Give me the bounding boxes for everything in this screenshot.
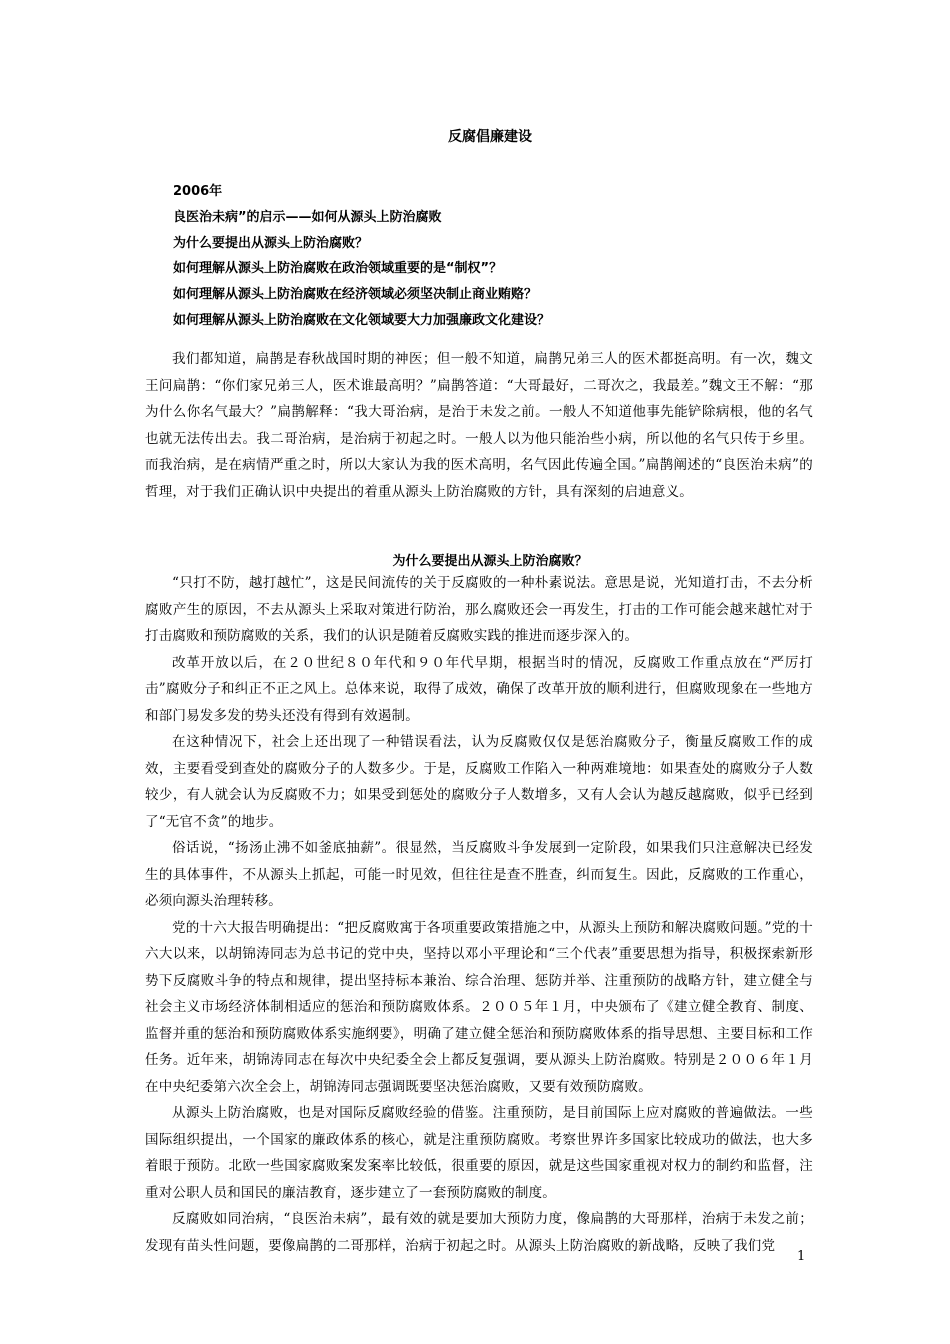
toc-item: 如何理解从源头上防治腐败在经济领域必须坚决制止商业贿赂？ [173, 287, 538, 303]
intro-paragraph: 我们都知道，扁鹊是春秋战国时期的神医；但一般不知道，扁鹊兄弟三人的医术都挺高明。有一次，魏文王问扁鹊：“你们家兄弟三人，医术谁最高明？”扁鹊答道：“大哥最好，二哥次之，我最差。”魏文王不解：“那为什么你名气最大？”扁鹊解释：“我大哥治病，是治于未发之前。一般人不知道他事先能铲除病根，他的名气也就无法传出去。我二哥治病，是治病于初起之时。一般人以为他只能治些小病，所以他的名气只传于乡里。而我治病，是在病情严重之时，所以大家认为我的医术高明，名气因此传遍全国。”扁鹊阐述的“良医治未病”的哲理，对于我们正确认识中央提出的着重从源头上防治腐败的方针，具有深刻的启迪意义。 [145, 351, 813, 500]
toc-item: 如何理解从源头上防治腐败在政治领域重要的是“制权”？ [173, 261, 503, 277]
toc-item: 良医治未病”的启示——如何从源头上防治腐败 [173, 209, 442, 225]
body-paragraph: 从源头上防治腐败，也是对国际反腐败经验的借鉴。注重预防，是目前国际上应对腐败的普遍做法。一些国际组织提出，一个国家的廉政体系的核心，就是注重预防腐败。考察世界许多国家比较成功的做法，也大多着眼于预防。北欧一些国家腐败案发案率比较低，很重要的原因，就是这些国家重视对权力的制约和监督，注重对公职人员和国民的廉洁教育，逐步建立了一套预防腐败的制度。 [145, 1105, 813, 1201]
section-heading: 为什么要提出从源头上防治腐败？ [392, 554, 588, 569]
table-of-contents [173, 179, 813, 334]
section-body [145, 570, 813, 1259]
body-paragraph: “只打不防，越打越忙”，这是民间流传的关于反腐败的一种朴素说法。意思是说，光知道打击，不去分析腐败产生的原因，不去从源头上采取对策进行防治，那么腐败还会一再发生，打击的工作可能会越来越忙对于打击腐败和预防腐败的关系，我们的认识是随着反腐败实践的推进而逐步深入的。 [145, 575, 813, 644]
toc-item: 为什么要提出从源头上防治腐败？ [173, 235, 369, 251]
body-paragraph: 在这种情况下，社会上还出现了一种错误看法，认为反腐败仅仅是惩治腐败分子，衡量反腐败工作的成效，主要看受到查处的腐败分子的人数多少。于是，反腐败工作陷入一种两难境地：如果查处的腐败分子人数较少，有人就会认为反腐败不力；如果受到惩处的腐败分子人数增多，又有人会认为越反越腐败，似乎已经到了“无官不贪”的地步。 [145, 734, 813, 830]
document-title: 反腐倡廉建设 [448, 129, 532, 145]
body-paragraph: 改革开放以后，在２０世纪８０年代和９０年代早期，根据当时的情况，反腐败工作重点放在“严厉打击”腐败分子和纠正不正之风上。总体来说，取得了成效，确保了改革开放的顺利进行，但腐败现象在一些地方和部门易发多发的势头还没有得到有效遏制。 [145, 654, 813, 724]
intro-section [145, 346, 813, 505]
toc-item: 如何理解从源头上防治腐败在文化领域要大力加强廉政文化建设？ [173, 312, 551, 328]
body-paragraph: 党的十六大报告明确提出：“把反腐败寓于各项重要政策措施之中，从源头上预防和解决腐败问题。”党的十六大以来，以胡锦涛同志为总书记的党中央，坚持以邓小平理论和“三个代表”重要思想为指导，积极探索新形势下反腐败斗争的特点和规律，提出坚持标本兼治、综合治理、惩防并举、注重预防的战略方针，建立健全与社会主义市场经济体制相适应的惩治和预防腐败体系。２００５年１月，中央颁布了《建立健全教育、制度、监督并重的惩治和预防腐败体系实施纲要》，明确了建立健全惩治和预防腐败体系的指导思想、主要目标和工作任务。近年来，胡锦涛同志在每次中央纪委全会上都反复强调，要从源头上防治腐败。特别是２００６年１月在中央纪委第六次全会上，胡锦涛同志强调既要坚决惩治腐败，又要有效预防腐败。 [145, 919, 813, 1095]
page-number: 1 [797, 1249, 806, 1264]
body-paragraph: 俗话说，“扬汤止沸不如釜底抽薪”。很显然，当反腐败斗争发展到一定阶段，如果我们只注意解决已经发生的具体事件，不从源头上抓起，可能一时见效，但往往是查不胜查，纠而复生。因此，反腐败的工作重心，必须向源头治理转移。 [145, 840, 813, 909]
body-paragraph: 反腐败如同治病，“良医治未病”，最有效的就是要加大预防力度，像扁鹊的大哥那样，治病于未发之前；发现有苗头性问题，要像扁鹊的二哥那样，治病于初起之时。从源头上防治腐败的新战略，反映了我们党 [145, 1211, 813, 1254]
toc-item: 2006年 [173, 184, 223, 199]
